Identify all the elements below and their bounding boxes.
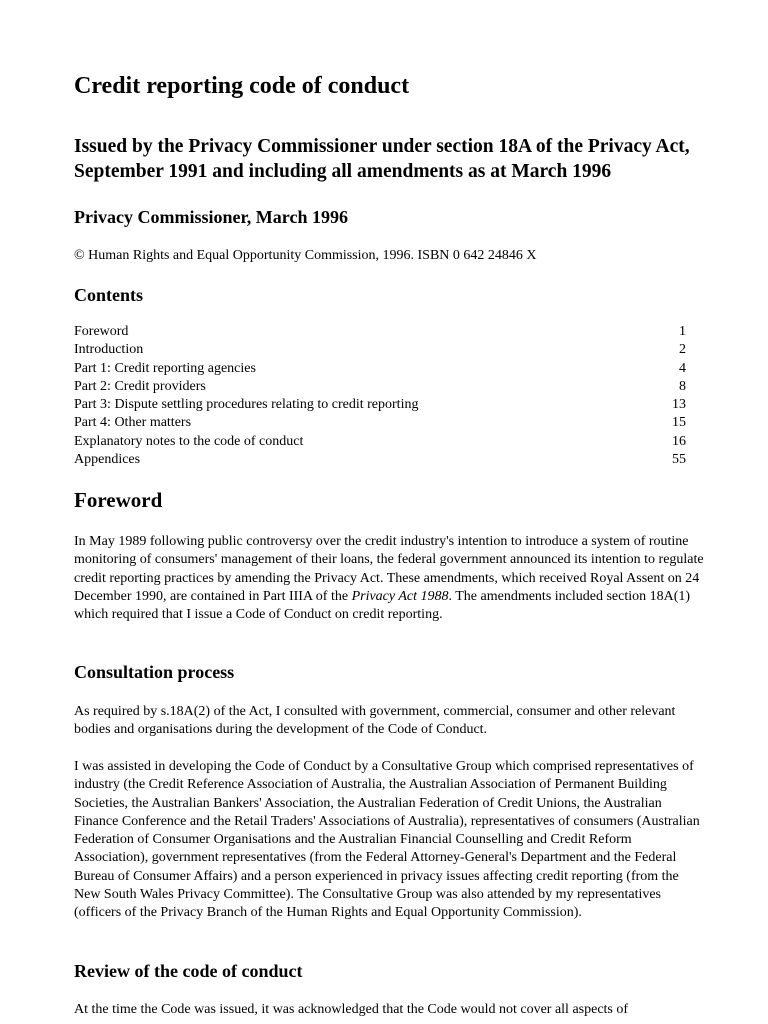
toc-item-page: 4 [679, 360, 686, 376]
review-paragraph: At the time the Code was issued, it was acknowledged that the Code would not cover all aspects of [74, 1002, 629, 1017]
document-subtitle: Issued by the Privacy Commissioner under section 18A of the Privacy Act, September 1991 and including all amendments as at March 1996 [74, 136, 690, 182]
toc-item-page: 16 [672, 433, 686, 449]
act-name-italic: Privacy Act 1988 [351, 588, 449, 604]
toc-item-page: 55 [672, 452, 686, 468]
toc-item-label: Appendices [74, 452, 141, 468]
toc-item-page: 13 [672, 397, 686, 413]
toc-item-page: 15 [672, 415, 686, 431]
toc-row[interactable] [74, 396, 686, 414]
toc-item-label: Foreword [74, 324, 129, 339]
toc-item-label: Part 2: Credit providers [74, 378, 206, 394]
toc-item-page: 8 [679, 378, 686, 394]
consultation-paragraph-2: I was assisted in developing the Code of Conduct by a Consultative Group which comprised representatives of industry (the Credit Reference Association of Australia, the Australian Association of Permanent Building Societies, the Australian Bankers' Association, the Australian Federation of Credit Unions, the Australian Finance Conference and the Retail Traders' Associations of Australia), representatives of consumers (Australian Federation of Consumer Organisations and the Australian Financial Counselling and Credit Reform Association), government representatives (from the Federal Attorney-General's Department and the Federal Bureau of Consumer Affairs) and a person experienced in privacy issues affecting credit reporting (from the New South Wales Privacy Committee). The Consultative Group was also attended by my representatives (officers of the Privacy Branch of the Human Rights and Equal Opportunity Commission). [74, 759, 700, 921]
toc-row[interactable] [74, 433, 686, 451]
consultation-paragraph-1: As required by s.18A(2) of the Act, I consulted with government, commercial, consumer and other relevant bodies and organisations during the development of the Code of Conduct. [74, 704, 676, 738]
toc-row[interactable] [74, 341, 686, 359]
table-of-contents [74, 323, 686, 469]
toc-item-label: Introduction [74, 342, 144, 358]
toc-item-label: Part 1: Credit reporting agencies [74, 360, 256, 376]
toc-item-label: Explanatory notes to the code of conduct [74, 433, 304, 449]
contents-heading: Contents [74, 285, 144, 305]
foreword-heading: Foreword [74, 488, 163, 512]
toc-row[interactable] [74, 378, 686, 396]
consultation-heading: Consultation process [74, 662, 235, 682]
toc-row[interactable] [74, 414, 686, 432]
toc-item-page: 1 [679, 324, 686, 339]
author-line: Privacy Commissioner, March 1996 [74, 207, 348, 227]
toc-item-label: Part 3: Dispute settling procedures relating to credit reporting [74, 397, 419, 413]
foreword-text-2: . The amendments included section 18A(1) which required that I issue a Code of Conduct on credit reporting. [74, 588, 691, 623]
review-heading: Review of the code of conduct [74, 961, 303, 981]
foreword-text-1: In May 1989 following public controversy over the credit industry's intention to introduce a system of routine monitoring of consumers' management of their loans, the federal government announced its intention to regulate credit reporting practices by amending the Privacy Act. These amendments, which received Royal Assent on 24 December 1990, are contained in Part IIIA of the [74, 534, 704, 604]
toc-row[interactable] [74, 323, 686, 341]
toc-row[interactable] [74, 360, 686, 378]
foreword-paragraph [74, 533, 704, 624]
document-title: Credit reporting code of conduct [74, 73, 410, 99]
toc-item-label: Part 4: Other matters [74, 415, 192, 431]
toc-item-page: 2 [679, 342, 686, 358]
toc-row[interactable] [74, 451, 686, 469]
copyright-line: © Human Rights and Equal Opportunity Commission, 1996. ISBN 0 642 24846 X [74, 248, 537, 263]
